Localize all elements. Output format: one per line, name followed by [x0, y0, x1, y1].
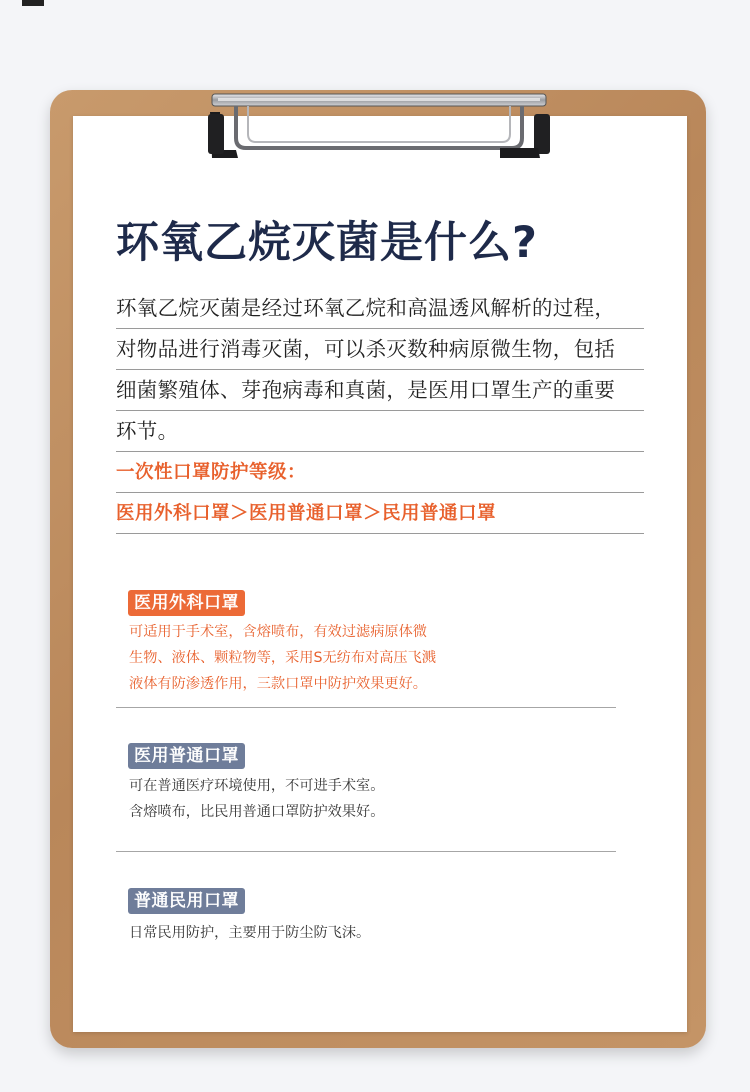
description-line: 可在普通医疗环境使用，不可进手术室。 — [129, 778, 385, 794]
intro-line-3: 细菌繁殖体、芽孢病毒和真菌，是医用口罩生产的重要 — [116, 370, 644, 411]
surgical-mask-description — [129, 619, 499, 697]
intro-line-4: 环节。 — [116, 411, 644, 452]
section-divider — [116, 707, 616, 708]
description-line: 可适用于手术室，含熔喷布，有效过滤病原体微 — [129, 624, 427, 640]
description-line: 含熔喷布，比民用普通口罩防护效果好。 — [129, 804, 385, 820]
description-line: 生物、液体、颗粒物等，采用S无纺布对高压飞溅 — [129, 650, 436, 666]
clipboard-clip-icon — [208, 92, 550, 158]
page-title: 环氧乙烷灭菌是什么? — [116, 218, 538, 268]
description-line: 日常民用防护，主要用于防尘防飞沫。 — [129, 925, 371, 941]
intro-line-1: 环氧乙烷灭菌是经过环氧乙烷和高温透风解析的过程， — [116, 288, 644, 329]
grade-ranking: 医用外科口罩＞医用普通口罩＞民用普通口罩 — [116, 493, 644, 534]
description-line: 液体有防渗透作用，三款口罩中防护效果更好。 — [129, 676, 427, 692]
badge-surgical-mask: 医用外科口罩 — [128, 590, 245, 616]
medical-mask-description — [129, 773, 499, 825]
top-edge-mark — [22, 0, 44, 6]
grade-label: 一次性口罩防护等级： — [116, 452, 644, 493]
intro-line-2: 对物品进行消毒灭菌，可以杀灭数种病原微生物，包括 — [116, 329, 644, 370]
badge-civilian-mask: 普通民用口罩 — [128, 888, 245, 914]
civilian-mask-description — [129, 920, 499, 946]
section-divider — [116, 851, 616, 852]
badge-medical-mask: 医用普通口罩 — [128, 743, 245, 769]
